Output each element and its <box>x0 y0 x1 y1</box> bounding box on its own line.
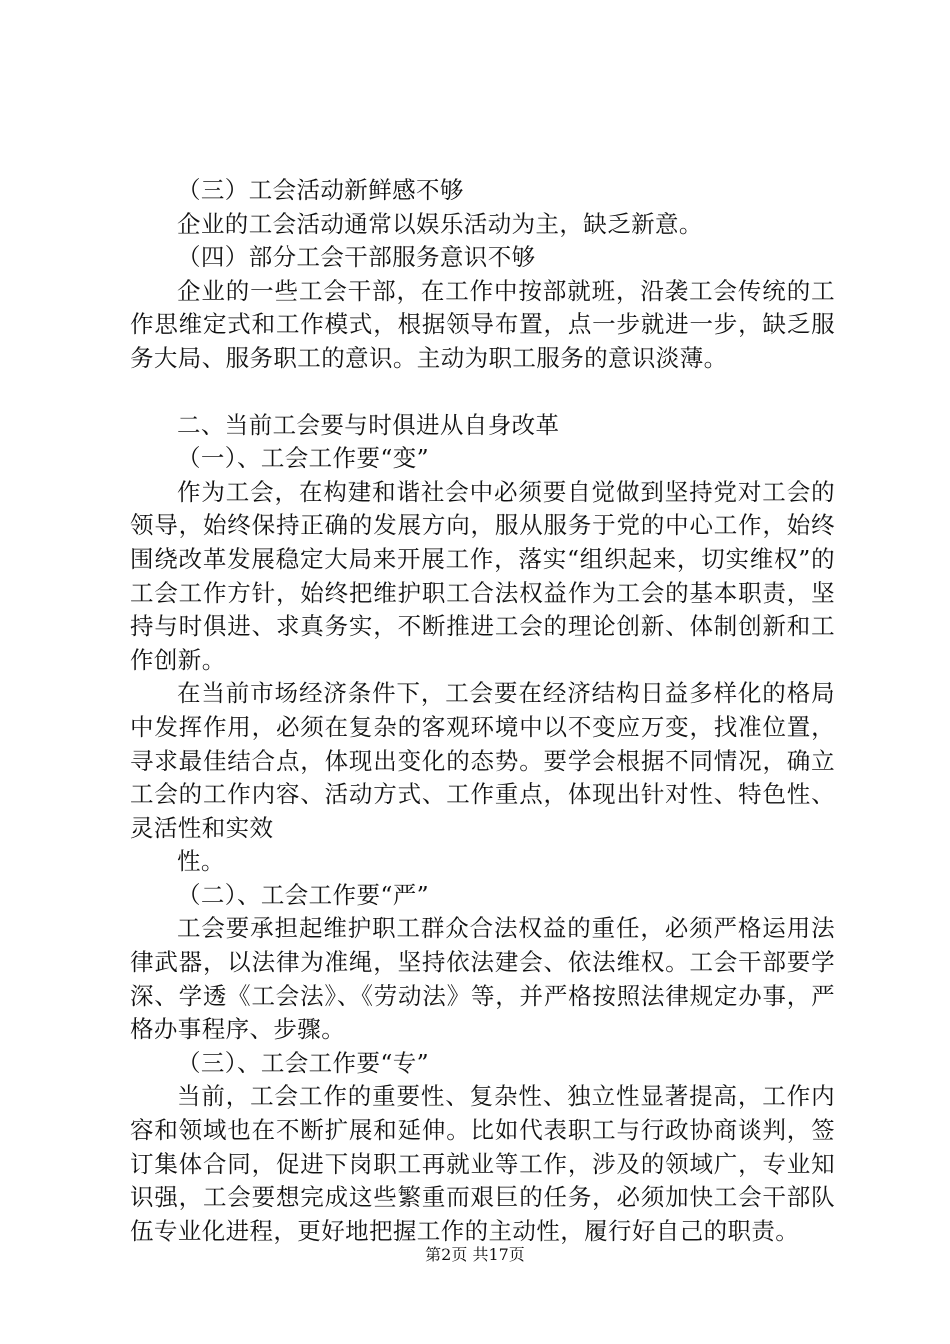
paragraph-continuation: 性。 <box>177 847 225 876</box>
subsection-heading-2: （二）、工会工作要“严” <box>177 880 430 909</box>
paragraph: 作为工会，在构建和谐社会中必须要自觉做到坚持党对工会的领导，始终保持正确的发展方向，服从服务于党的中心工作，始终围绕改革发展稳定大局来开展工作，落实“组织起来，切实维权”的工会工作方针，始终把维护职工合法权益作为工会的基本职责，坚持与时俱进、求真务实，不断推进工会的理论创新、体制创新和工作创新。 <box>130 477 835 674</box>
document-body <box>130 174 835 1248</box>
subsection-heading-1: （一）、工会工作要“变” <box>177 444 430 473</box>
page-number-footer: 第2页 共17页 <box>425 1245 525 1264</box>
section-heading-3: （三）工会活动新鲜感不够 <box>177 176 464 204</box>
paragraph: 当前，工会工作的重要性、复杂性、独立性显著提高，工作内容和领域也在不断扩展和延伸。比如代表职工与行政协商谈判，签订集体合同，促进下岗职工再就业等工作，涉及的领域广，专业知识强，工会要想完成这些繁重而艰巨的任务，必须加快工会干部队伍专业化进程，更好地把握工作的主动性，履行好自己的职责。 <box>130 1082 835 1245</box>
paragraph: 企业的工会活动通常以娱乐活动为主，缺乏新意。 <box>177 209 703 238</box>
chapter-heading-2: 二、当前工会要与时俱进从自身改革 <box>177 410 560 439</box>
paragraph: 在当前市场经济条件下，工会要在经济结构日益多样化的格局中发挥作用，必须在复杂的客观环境中以不变应万变，找准位置，寻求最佳结合点，体现出变化的态势。要学会根据不同情况，确立工会的工作内容、活动方式、工作重点，体现出针对性、特色性、灵活性和实效 <box>130 679 835 842</box>
paragraph: 企业的一些工会干部，在工作中按部就班，沿袭工会传统的工作思维定式和工作模式，根据领导布置，点一步就进一步，缺乏服务大局、服务职工的意识。主动为职工服务的意识淡薄。 <box>130 276 835 372</box>
subsection-heading-3: （三）、工会工作要“专” <box>177 1048 430 1077</box>
section-heading-4: （四）部分工会干部服务意识不够 <box>177 243 536 272</box>
paragraph: 工会要承担起维护职工群众合法权益的重任，必须严格运用法律武器，以法律为准绳，坚持依法建会、依法维权。工会干部要学深、学透《工会法》、《劳动法》等，并严格按照法律规定办事，严格办事程序、步骤。 <box>130 914 835 1044</box>
